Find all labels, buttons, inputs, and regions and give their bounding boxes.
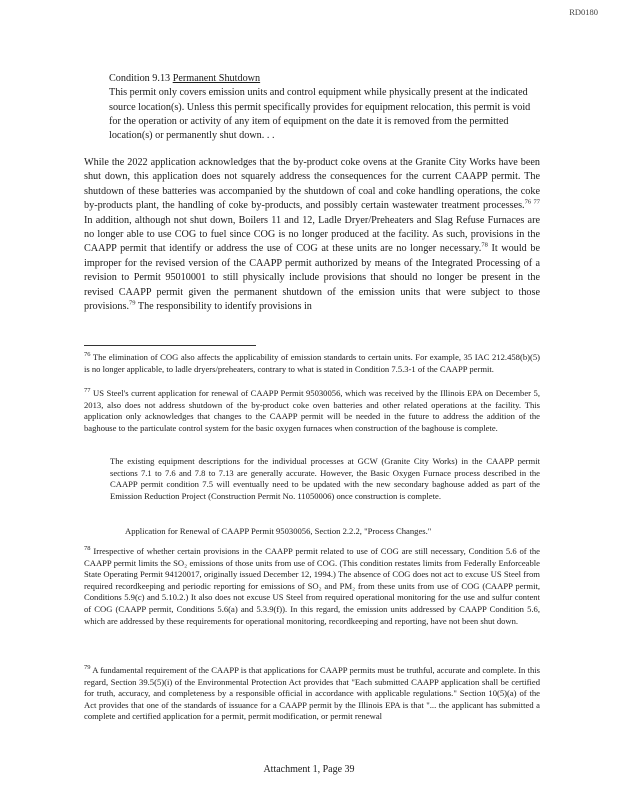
footnote-78-marker: 78 xyxy=(84,545,91,553)
condition-text: This permit only covers emission units and control equipment while physically present at the indicated source location(s). Unless this permit specifically provides for equipment relocation, this permit is void for the operation or activity of any item of equipment on the date it is removed from the permitted location(s) or permanently shut down. . . xyxy=(109,87,531,142)
footnote-78-text: Irrespective of whether certain provisions in the CAAPP permit related to use of COG are still necessary, Condition 5.6 of the CAAPP permit limits the SO₂ emissions of those units from use of COG. (This condition restates limits from Federally Enforceable State Operating Permit 94120017, originally issued December 12, 1994.) The absence of COG does not act to excuse US Steel from required recordkeeping and periodic reporting for emissions of SO₂ and PM₂ from these units from use of COG (CAAPP permit, Conditions 5.9(c) and 5.10.2.) It also does not excuse US Steel from required operational monitoring for the use and sulfur content of COG (CAAPP permit, Conditions 5.6(a) and 5.3.9(f)). In this regard, the emission units addressed by CAAPP Condition 5.6, which are addressed by these requirements for operational monitoring, recordkeeping and reporting, have not been shut down. xyxy=(84,546,540,626)
footnote-76-text: The elimination of COG also affects the applicability of emission standards to certain units. For example, 35 IAC 212.458(b)(5) is no longer applicable, to ladle dryers/preheaters, contrary to what is stated in Condition 7.5.3-1 of the CAAPP permit. xyxy=(84,352,540,374)
footnote-78 xyxy=(84,546,540,627)
footnote-ref-79: 79 xyxy=(129,299,136,307)
main-paragraph-part3: It would be improper for the revised version of the CAAPP permit authorized by means of the Integrated Processing of a revision to Permit 95010001 to still physically include provisions that should no longer be present in the revised CAAPP permit given the permanent shutdown of the emission units that were subject to those provisions. xyxy=(84,243,540,313)
footnote-77-marker: 77 xyxy=(84,387,91,395)
footnote-divider xyxy=(84,345,256,346)
footnote-79 xyxy=(84,665,540,723)
application-quote: The existing equipment descriptions for the individual processes at GCW (Granite City Works) in the CAAPP permit sections 7.1 to 7.6 and 7.8 to 7.13 are generally accurate. However, the Basic Oxygen Furnace process described in the CAAPP permit condition 7.5 will eventually need to be updated with the new secondary baghouse added as part of the Emission Reduction Project (Construction Permit No. 11050006) once construction is complete. xyxy=(110,456,540,502)
footnote-79-text: A fundamental requirement of the CAAPP is that applications for CAAPP permits must be truthful, accurate and complete. In this regard, Section 39.5(5)(i) of the Environmental Protection Act provides that "Each submitted CAAPP application shall be certified for truth, accuracy, and completeness by a responsible official in accordance with applicable regulations." Section 10(5)(a) of the Act provides that one of the standards of issuance for a CAAPP permit by the Illinois EPA is that "... the applicant has submitted a complete and certified application for a permit, permit modification, or permit renewal xyxy=(84,665,540,722)
footnote-79-marker: 79 xyxy=(84,664,91,672)
condition-label: Condition 9.13 xyxy=(109,73,171,84)
main-paragraph xyxy=(84,156,540,314)
main-paragraph-part1: While the 2022 application acknowledges that the by-product coke ovens at the Granite City Works have been shut down, this application does not squarely address the consequences for the current CAAPP permit. The shutdown of these batteries was accompanied by the shutdown of coal and coke handling operations, the coke by-products plant, the handling of coke by-products, and possibly certain wastewater treatment processes. xyxy=(84,157,540,212)
application-citation: Application for Renewal of CAAPP Permit 95030056, Section 2.2.2, "Process Changes." xyxy=(125,526,432,536)
main-paragraph-part2: In addition, although not shut down, Boilers 11 and 12, Ladle Dryer/Preheaters and Slag Refuse Furnaces are no longer able to use COG to fuel since COG is no longer produced at the facility. As such, provisions in the CAAPP permit that identify or address the use of COG at these units are no longer necessary. xyxy=(84,214,540,255)
document-id: RD0180 xyxy=(569,7,598,17)
footnote-ref-76-77: 76 77 xyxy=(524,198,540,206)
main-paragraph-part4: The responsibility to identify provisions in xyxy=(135,301,312,313)
footnote-76-marker: 76 xyxy=(84,351,91,359)
condition-quote xyxy=(109,72,541,143)
footnote-77 xyxy=(84,388,540,434)
footnote-77-text: US Steel's current application for renewal of CAAPP Permit 95030056, which was received by the Illinois EPA on December 5, 2013, also does not address shutdown of the by-product coke oven batteries and other related operations at the facility. This application only acknowledges that changes to the CAAPP permit will be needed in the future to address the addition of the baghouse to the particulate control system for the basic oxygen furnaces when construction of the baghouse is complete. xyxy=(84,388,540,433)
condition-title: Permanent Shutdown xyxy=(172,73,261,84)
page-footer: Attachment 1, Page 39 xyxy=(263,764,355,775)
footnote-ref-78: 78 xyxy=(481,242,488,250)
footnote-76 xyxy=(84,352,540,375)
